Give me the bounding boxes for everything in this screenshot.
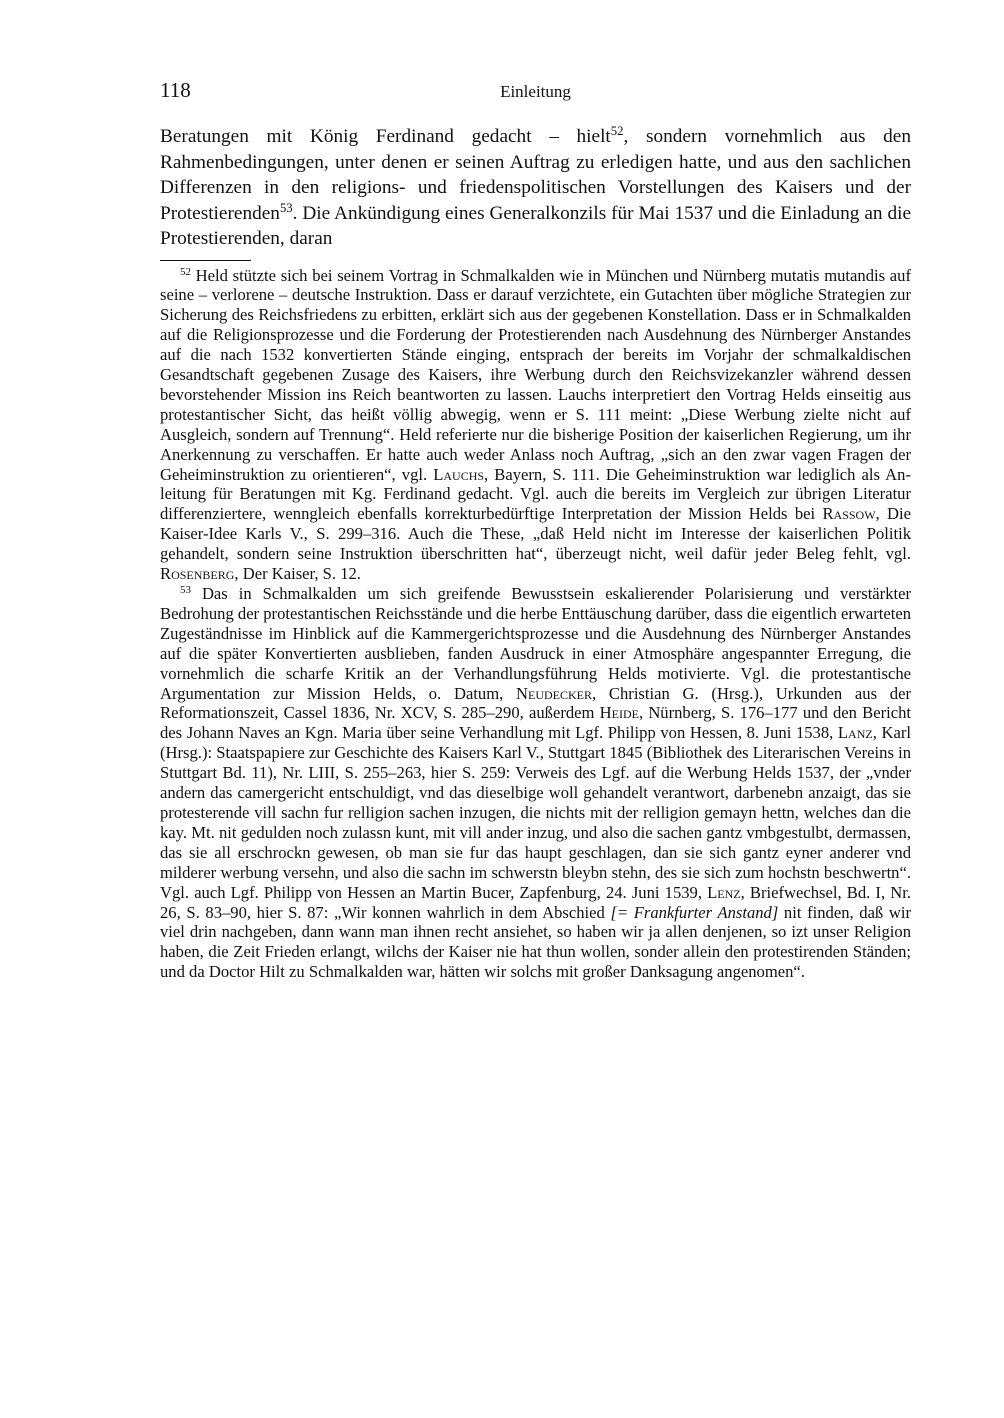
footnote-text: Held stützte sich bei seinem Vortrag in Schmalkalden wie in München und Nürnberg mutatis mutandis auf seine – verlorene – deutsche Instruktion. Dass er darauf verzichtete, ein Gutachten über mögliche Strategien zur Sicherung des Reichsfriedens zu erbitten, erklärt sich aus der gegebenen Konstellation. Dass er in Schmalkalden auf die Religionsprozesse und die Forderung der Protestierenden nach Ausdehnung des Nürnberger Anstandes auf die nach 1532 konvertierten Stände einging, entsprach der bereits im Vorjahr der schmalkaldischen Gesandtschaft gegebenen Zusage des Kaisers, ihre Werbung durch den Reichsvizekanzler während dessen bevorstehender Mission ins Reich beantworten zu lassen. Lauchs interpretiert den Vortrag Helds einseitig aus protestantischer Sicht, das heißt völlig abwegig, wenn er S. 111 meint: „Diese Werbung zielte nicht auf Ausgleich, sondern auf Trennung“. Held referierte nur die bisherige Position der kaiserlichen Regierung, um ihr Anerkennung zu verschaffen. Er hatte auch weder Anlass noch Auftrag, „sich an den zwar vagen Fragen der Geheiminstruktion zu orientieren“, vgl. [160, 265, 911, 484]
author-name: Rosenberg [160, 564, 235, 584]
page-number: 118 [160, 78, 191, 102]
footnote-separator [160, 260, 251, 261]
author-name: Lanz [837, 723, 873, 743]
book-page [160, 78, 911, 982]
editorial-insertion: [= Frankfurter Anstand] [610, 902, 779, 922]
body-paragraph [160, 124, 911, 252]
footnote-52 [160, 266, 911, 585]
running-title: Einleitung [500, 82, 571, 101]
footnote-number: 52 [180, 265, 191, 278]
footnote-text: , Briefwechsel, Bd. I, Nr. 26, S. 83–90, hier S. 87: „Wir konnen wahrlich in dem Abschied [160, 882, 912, 922]
running-head [160, 78, 911, 108]
author-name: Lauchs [433, 464, 485, 484]
body-text-segment: . Die Ankündigung eines Generalkonzils für Mai 1537 und die Einladung an die Protestierenden, daran [160, 202, 911, 249]
footnote-text: , Bayern, S. 111. Die Geheiminstruktion war lediglich als Anleitung für Beratungen mit Kg. Ferdinand gedacht. Vgl. auch die bereits im Vergleich zur übrigen Literatur differenziertere, wenngleich ebenfalls korrekturbedürftige Interpretation der Mission Helds bei [160, 464, 911, 524]
footnote-number: 53 [180, 583, 191, 596]
author-name: Rassow [822, 504, 876, 524]
footnote-text: , Karl (Hrsg.): Staatspapiere zur Geschichte des Kaisers Karl V., Stuttgart 1845 (Bibliothek des Literarischen Vereins in Stuttgart Bd. 11), Nr. LIII, S. 255–263, hier S. 259: Verweis des Lgf. auf die Werbung Helds 1537, der „vnder andern das camergericht entschuldigt, vnd das dieselbige woll gehandelt verantwort, darbenebn anzaigt, das sie protesterende vill sachn fur relligion sachen inzugen, die nichts mit der relligion gemayn hettn, welches dan die kay. Mt. nit gedulden noch zulassn kunt, mit vill ander inzug, und also die sachen gantz vmbgestulbt, dermassen, das sie all erschrockn gewesen, ob man sie fur das haupt geschlagen, dan sie sich gantz eyner anderer vnd milderer werbung versehn, und also die sachn im schwerstn bleybn stehn, des sie sich zum hochstn beschwertn“. Vgl. auch Lgf. Philipp von Hessen an Martin Bucer, Zapfenburg, 24. Juni 1539, [160, 723, 911, 902]
footnote-text: , Die Kaiser-Idee Karls V., S. 299–316. Auch die These, „daß Held nicht im Interesse der kaiserlichen Politik gehandelt, sondern seine Instruktion überschritten hat“, überzeugt nicht, weil dafür jeder Beleg fehlt, vgl. [160, 504, 911, 564]
body-text-segment: Beratungen mit König Ferdinand gedacht – hielt [160, 126, 611, 147]
footnote-ref-53[interactable]: 53 [279, 200, 293, 215]
footnote-53 [160, 584, 911, 982]
footnote-ref-52[interactable]: 52 [610, 124, 624, 138]
footnote-text: nit finden, daß wir viel drin nachgeben, dann wann man ihnen recht ansiehet, so haben wir ja allen denjenen, so izt unser Religion haben, die Zeit Frieden erlangt, wilchs der Kaiser nie hat thun wollen, sonder allein den protestirenden Ständen; und da Doctor Hilt zu Schmalkalden war, hätten wir solchs mit großer Danksagung angenomen“. [160, 902, 911, 982]
author-name: Heide [599, 703, 639, 723]
footnote-text: , Nürnberg, S. 176–177 und den Bericht des Johann Naves an Kgn. Maria über seine Verhandlung mit Lgf. Philipp von Hessen, 8. Juni 1538, [160, 703, 911, 743]
author-name: Neudecker [516, 683, 593, 703]
footnote-text: , Der Kaiser, S. 12. [234, 564, 361, 584]
body-text-segment: , sondern vornehmlich aus den Rahmenbedingungen, unter denen er seinen Auftrag zu erledigen hatte, und aus den sachlichen Differenzen in den religions- und friedenspolitischen Vorstellungen des Kaisers und der Protestierenden [160, 126, 911, 224]
footnote-text: , Christian G. (Hrsg.), Urkunden aus der Reformationszeit, Cassel 1836, Nr. XCV, S. 285–290, außerdem [160, 683, 911, 723]
author-name: Lenz [707, 882, 741, 902]
footnote-text: Das in Schmalkalden um sich greifende Bewusstsein eskalierender Polarisierung und verstärkter Bedrohung der protestantischen Reichsstände und die herbe Enttäuschung darüber, dass die eigentlich erwarteten Zugeständnisse im Hinblick auf die Kammergerichtsprozesse und die Ausdehnung des Nürnberger Anstandes auf die später Konvertierten ausblieben, fanden Ausdruck in einer Atmosphäre angespannter Erregung, die vornehmlich die scharfe Kritik an der Verhandlungsführung Helds motivierte. Vgl. die protestantische Argumentation zur Mission Helds, o. Datum, [160, 584, 911, 703]
